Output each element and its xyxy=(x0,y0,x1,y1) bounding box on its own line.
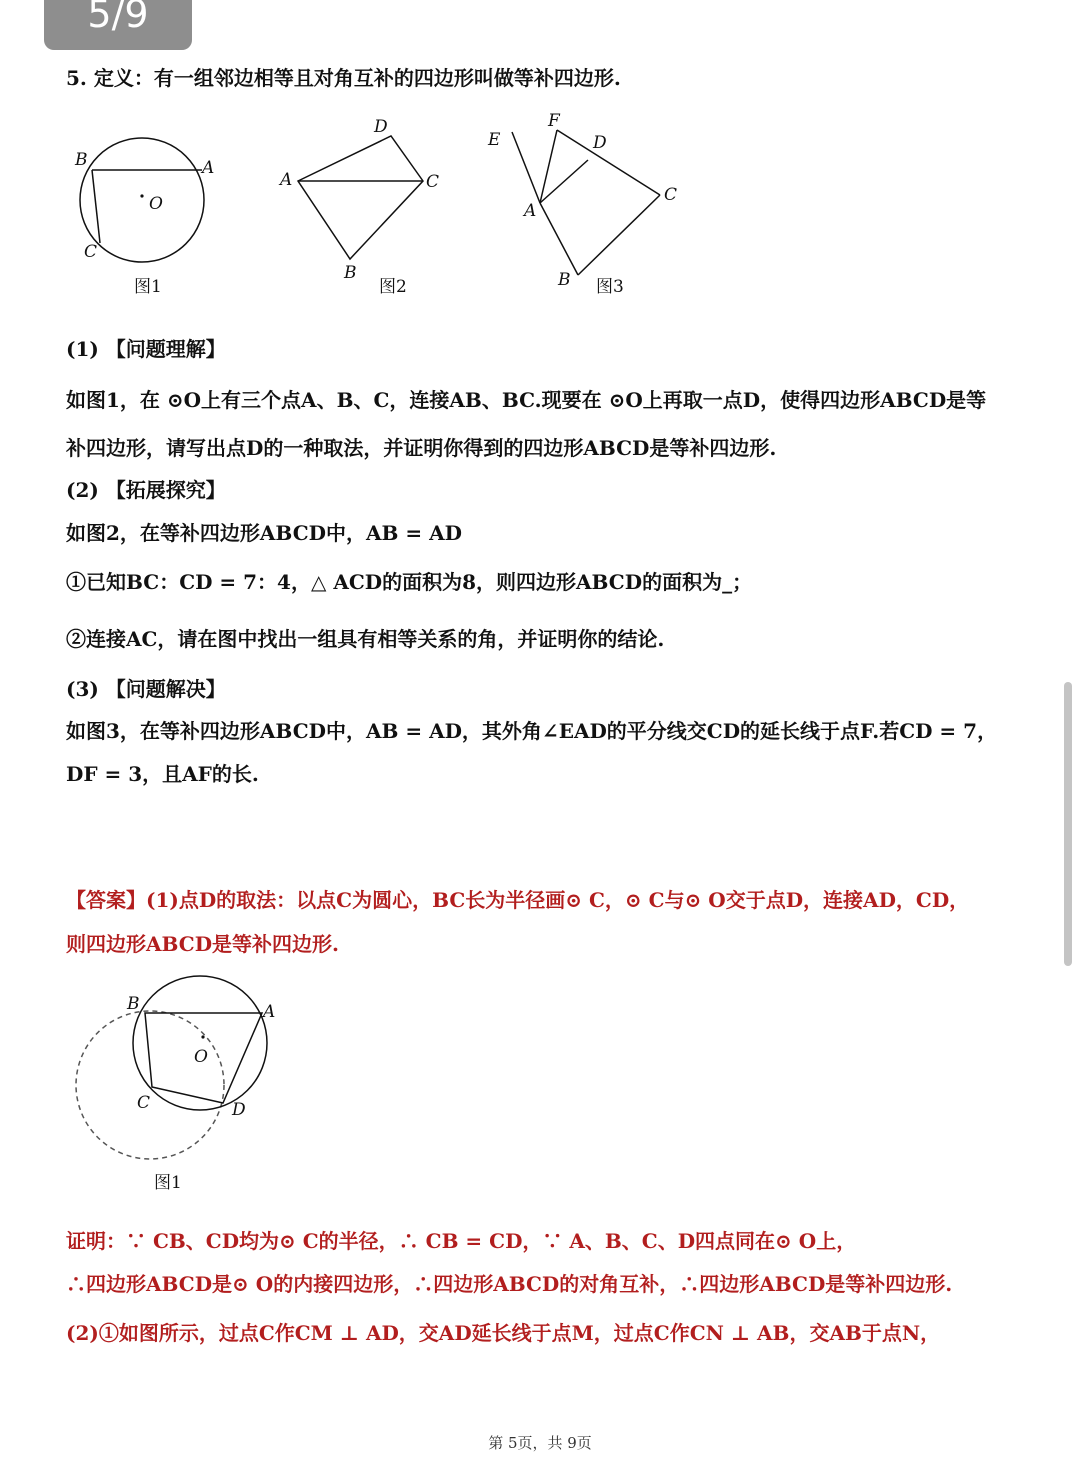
fig3-caption: 图3 xyxy=(596,277,624,297)
circle-o xyxy=(80,138,204,262)
label-c: C xyxy=(426,172,440,192)
segment-bc xyxy=(92,170,100,243)
center-dot xyxy=(140,194,143,197)
part3-text-2: DF = 3，且AF的长. xyxy=(66,762,259,786)
part1-heading: (1) 【问题理解】 xyxy=(66,337,226,361)
answer-fig-caption: 图1 xyxy=(154,1173,182,1193)
part3-text-1: 如图3，在等补四边形ABCD中，AB = AD，其外角∠EAD的平分线交CD的延长线于点F.若CD = 7， xyxy=(66,719,998,743)
segment-bc xyxy=(578,195,660,275)
part2-heading: (2) 【拓展探究】 xyxy=(66,478,226,502)
part2-question-1: ①已知BC：CD = 7：4，△ ACD的面积为8，则四边形ABCD的面积为_； xyxy=(66,570,753,594)
label-c: C xyxy=(84,242,98,262)
label-a: A xyxy=(280,170,293,190)
proof-line-2: ∴四边形ABCD是⊙ O的内接四边形，∴四边形ABCD的对角互补，∴四边形ABCD是等补四边形. xyxy=(66,1272,953,1296)
answer-part2-line: (2)①如图所示，过点C作CM ⊥ AD，交AD延长线于点M，过点C作CN ⊥ AB，交AB于点N， xyxy=(66,1321,941,1345)
label-e: E xyxy=(488,130,501,150)
proof-line-1: 证明：∵ CB、CD均为⊙ C的半径，∴ CB = CD，∵ A、B、C、D四点同在⊙ O上， xyxy=(66,1229,857,1253)
part2-question-2: ②连接AC，请在图中找出一组具有相等关系的角，并证明你的结论. xyxy=(66,627,665,651)
center-dot xyxy=(201,1035,204,1038)
label-d: D xyxy=(593,133,607,153)
figure-1 xyxy=(70,115,220,304)
label-b: B xyxy=(127,994,140,1014)
label-b: B xyxy=(75,150,88,170)
part1-text-1: 如图1，在 ⊙O上有三个点A、B、C，连接AB、BC.现要在 ⊙O上再取一点D，使得四边形ABCD是等 xyxy=(66,388,987,412)
segment-ab xyxy=(540,203,578,275)
label-o: O xyxy=(149,194,163,214)
page-footer: 第 5页，共 9页 xyxy=(488,1434,592,1452)
label-b: B xyxy=(344,263,357,283)
quad-abcd xyxy=(298,136,423,259)
answer-line-1: 【答案】(1)点D的取法：以点C为圆心，BC长为半径画⊙ C，⊙ C与⊙ O交于点D，连接AD，CD， xyxy=(66,888,970,912)
fig1-caption: 图1 xyxy=(134,277,162,297)
answer-line-2: 则四边形ABCD是等补四边形. xyxy=(66,932,340,956)
label-d: D xyxy=(374,117,388,137)
label-d: D xyxy=(232,1100,246,1120)
page-indicator: 5/9 xyxy=(44,0,192,50)
label-c: C xyxy=(137,1093,151,1113)
dashed-circle-c xyxy=(76,1011,224,1159)
part2-text: 如图2，在等补四边形ABCD中，AB = AD xyxy=(66,521,462,545)
label-a: A xyxy=(263,1002,276,1022)
figure-2 xyxy=(278,115,448,304)
label-o: O xyxy=(194,1047,208,1067)
circle-o xyxy=(133,976,267,1110)
figure-3 xyxy=(480,110,690,304)
part3-heading: (3) 【问题解决】 xyxy=(66,677,226,701)
scrollbar[interactable] xyxy=(1064,682,1072,966)
fig2-caption: 图2 xyxy=(379,277,407,297)
part1-text-2: 补四边形，请写出点D的一种取法，并证明你得到的四边形ABCD是等补四边形. xyxy=(66,436,777,460)
label-f: F xyxy=(548,111,560,131)
definition-text: 5. 定义：有一组邻边相等且对角互补的四边形叫做等补四边形. xyxy=(66,66,621,90)
label-a: A xyxy=(524,201,537,221)
label-b: B xyxy=(558,270,571,290)
answer-figure xyxy=(70,985,300,1204)
ray-ae xyxy=(512,132,540,203)
label-c: C xyxy=(664,185,678,205)
segment-af xyxy=(540,130,557,203)
line-fc xyxy=(557,130,660,195)
label-a: A xyxy=(202,158,215,178)
segment-ad xyxy=(540,160,588,203)
